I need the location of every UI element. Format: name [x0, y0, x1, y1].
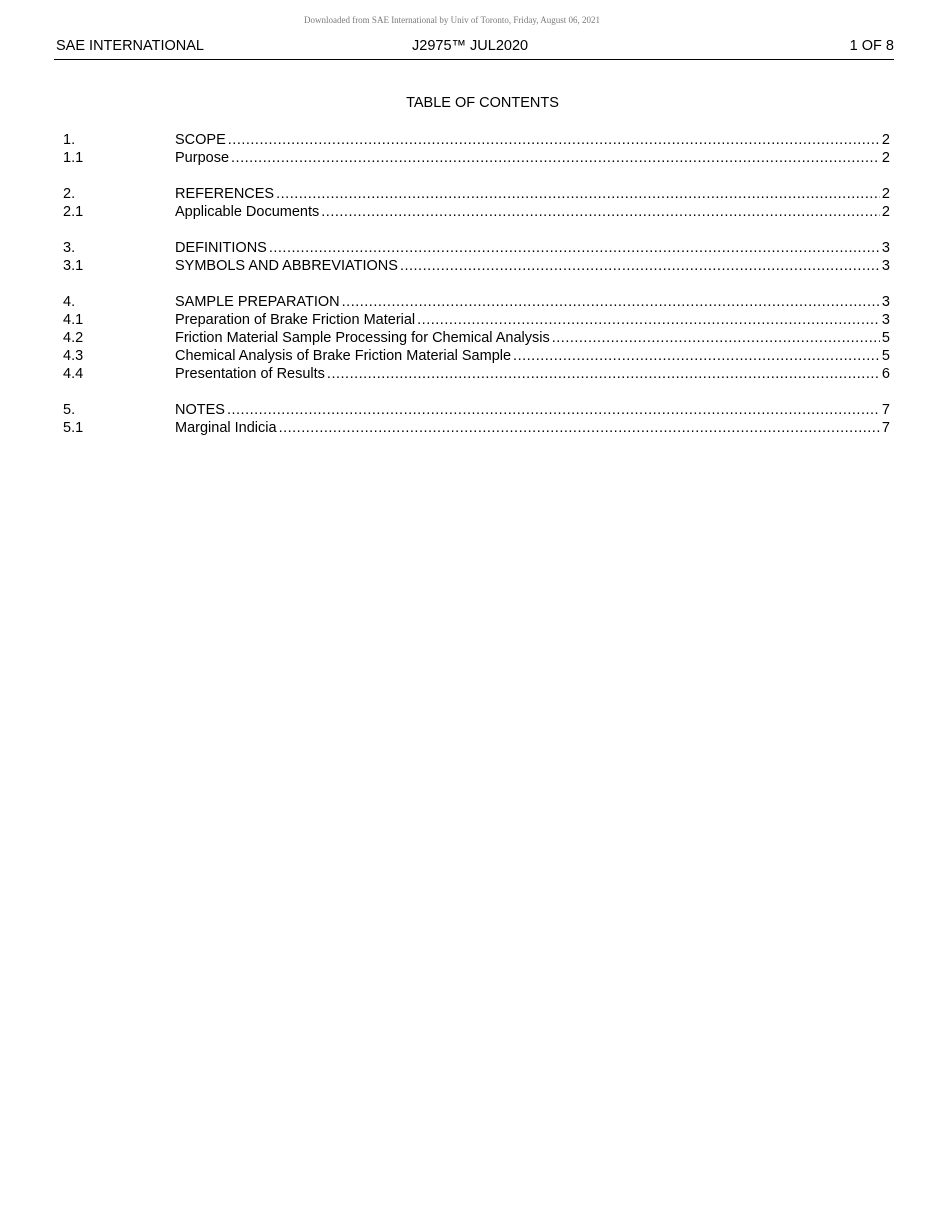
toc-entry-label: REFERENCES	[175, 186, 275, 202]
toc-section-group	[63, 185, 890, 221]
toc-entry-number: 1.	[63, 132, 76, 148]
toc-entry-number: 2.	[63, 186, 76, 202]
toc-entry-label: SAMPLE PREPARATION	[175, 294, 340, 310]
toc-dot-leader	[321, 203, 880, 221]
toc-dot-leader	[231, 149, 880, 167]
toc-dot-leader	[327, 365, 880, 383]
toc-entry[interactable]	[63, 311, 890, 329]
toc-entry-number: 3.	[63, 240, 76, 256]
header-document-id: J2975™ JUL2020	[412, 38, 529, 54]
toc-entry[interactable]	[63, 185, 890, 203]
toc-entry-page-number: 2	[881, 186, 890, 202]
toc-section-group	[63, 239, 890, 275]
toc-entry-label: NOTES	[175, 402, 225, 418]
toc-dot-leader	[276, 185, 880, 203]
toc-entry[interactable]	[63, 365, 890, 383]
toc-entry-page-number: 5	[881, 348, 890, 364]
toc-entry-page-number: 5	[881, 330, 890, 346]
toc-entry-number: 4.1	[63, 312, 84, 328]
toc-entry-page-number: 3	[881, 294, 890, 310]
toc-entry-page-number: 3	[881, 240, 890, 256]
download-watermark-note: Downloaded from SAE International by Univ of Toronto, Friday, August 06, 2021	[303, 15, 601, 25]
toc-entry-label: Applicable Documents	[175, 204, 320, 220]
toc-entry[interactable]	[63, 329, 890, 347]
toc-title: TABLE OF CONTENTS	[406, 95, 559, 111]
toc-entry-page-number: 7	[881, 420, 890, 436]
toc-dot-leader	[417, 311, 880, 329]
toc-dot-leader	[513, 347, 880, 365]
toc-section-group	[63, 131, 890, 167]
toc-entry-label: Chemical Analysis of Brake Friction Material Sample	[175, 348, 512, 364]
toc-entry-number: 3.1	[63, 258, 84, 274]
page-header	[56, 38, 894, 58]
toc-section-group	[63, 293, 890, 383]
toc-entry[interactable]	[63, 419, 890, 437]
toc-entry-number: 4.	[63, 294, 76, 310]
toc-entry-number: 5.1	[63, 420, 84, 436]
toc-entry-page-number: 2	[881, 204, 890, 220]
toc-dot-leader	[228, 131, 880, 149]
toc-entry-page-number: 2	[881, 150, 890, 166]
toc-entry[interactable]	[63, 293, 890, 311]
toc-entry[interactable]	[63, 257, 890, 275]
toc-section-group	[63, 401, 890, 437]
toc-entry-number: 4.3	[63, 348, 84, 364]
toc-entry-label: Purpose	[175, 150, 230, 166]
table-of-contents	[63, 131, 890, 455]
toc-entry-label: Preparation of Brake Friction Material	[175, 312, 416, 328]
toc-entry-number: 1.1	[63, 150, 84, 166]
header-page-indicator: 1 OF 8	[849, 38, 894, 54]
toc-dot-leader	[227, 401, 880, 419]
toc-entry-number: 5.	[63, 402, 76, 418]
toc-entry[interactable]	[63, 239, 890, 257]
toc-entry-page-number: 7	[881, 402, 890, 418]
toc-dot-leader	[342, 293, 880, 311]
toc-entry-page-number: 2	[881, 132, 890, 148]
toc-entry[interactable]	[63, 149, 890, 167]
header-organization: SAE INTERNATIONAL	[56, 38, 204, 54]
header-divider	[54, 59, 894, 60]
toc-entry-number: 2.1	[63, 204, 84, 220]
toc-entry-page-number: 3	[881, 312, 890, 328]
toc-entry[interactable]	[63, 347, 890, 365]
toc-entry[interactable]	[63, 401, 890, 419]
toc-entry-label: SCOPE	[175, 132, 226, 148]
toc-dot-leader	[269, 239, 880, 257]
toc-entry-label: Friction Material Sample Processing for Chemical Analysis	[175, 330, 550, 346]
toc-entry-number: 4.2	[63, 330, 84, 346]
toc-entry-label: Marginal Indicia	[175, 420, 277, 436]
toc-entry-number: 4.4	[63, 366, 84, 382]
toc-entry[interactable]	[63, 203, 890, 221]
toc-dot-leader	[552, 329, 880, 347]
toc-dot-leader	[279, 419, 880, 437]
toc-entry-label: SYMBOLS AND ABBREVIATIONS	[175, 258, 398, 274]
toc-entry-label: Presentation of Results	[175, 366, 325, 382]
toc-entry-page-number: 6	[881, 366, 890, 382]
toc-entry-page-number: 3	[881, 258, 890, 274]
toc-dot-leader	[400, 257, 880, 275]
toc-entry-label: DEFINITIONS	[175, 240, 267, 256]
toc-entry[interactable]	[63, 131, 890, 149]
